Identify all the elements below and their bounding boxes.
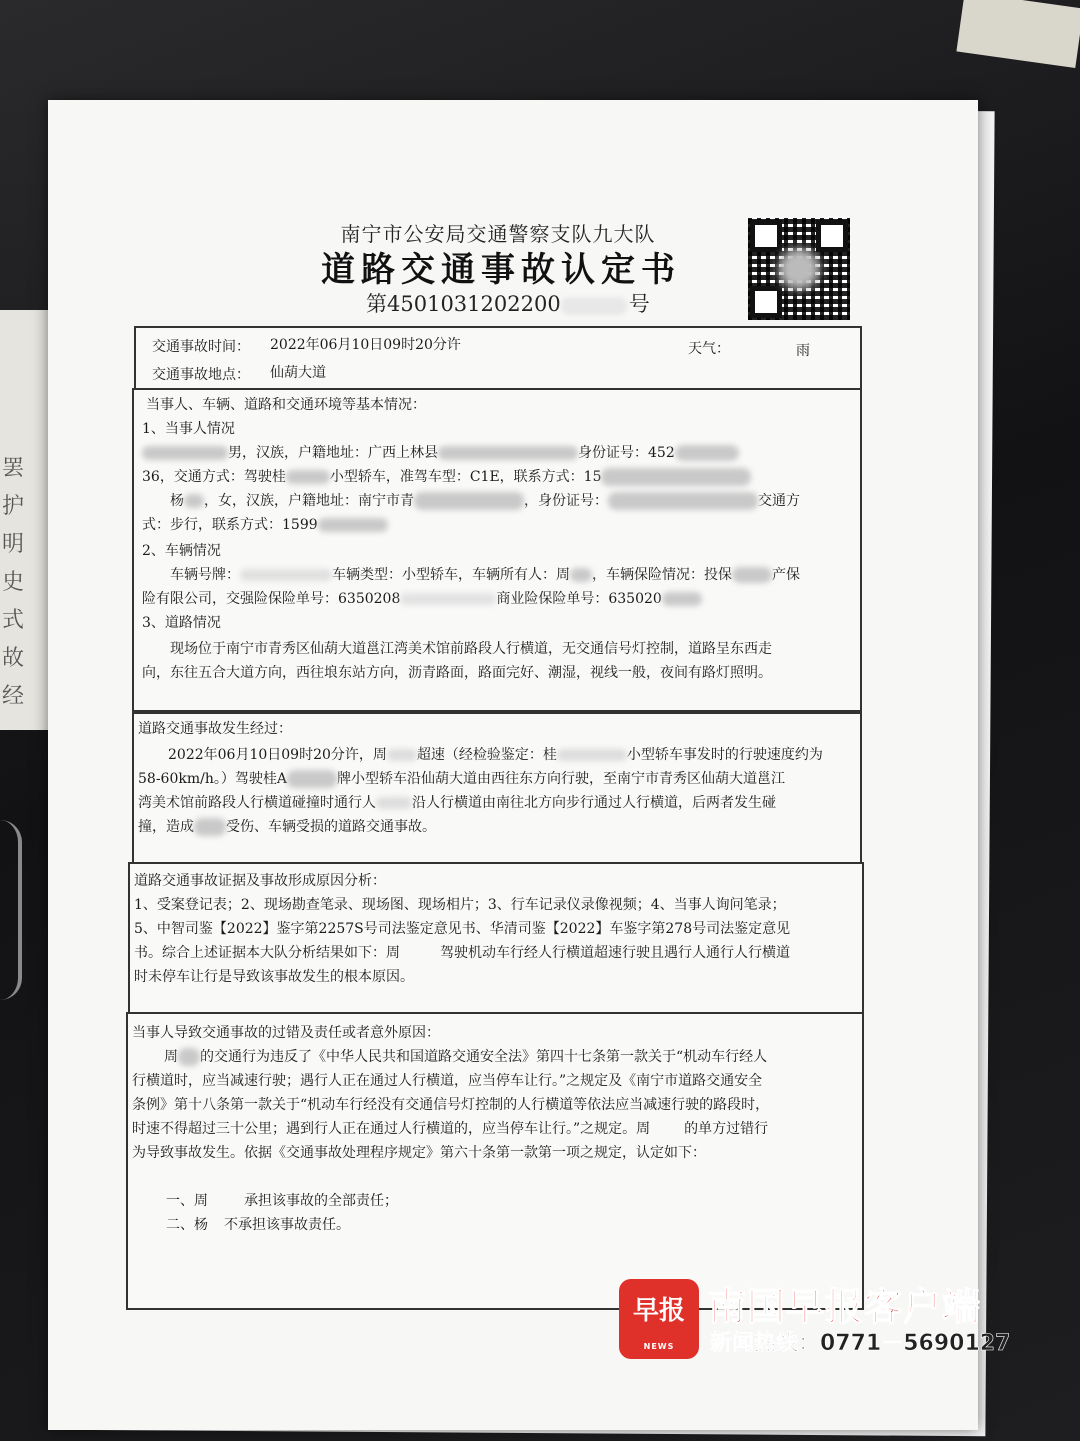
basic-situation-box (132, 388, 862, 712)
accident-report-document (48, 100, 978, 1430)
section-heading: 道路交通事故证据及事故形成原因分析： (134, 873, 386, 889)
process-line-2: 58-60km/h。）驾驶桂A 牌小型轿车沿仙葫大道由西往东方向行驶，至南宁市青秀区仙葫大道邕江 (138, 771, 785, 787)
liability-line-1: 周 的交通行为违反了《中华人民共和国道路交通安全法》第四十七条第一款关于“机动车行经人 (164, 1049, 768, 1065)
document-title: 道路交通事故认定书 (321, 250, 681, 290)
section-heading: 道路交通事故发生经过： (138, 721, 292, 737)
vehicle-line-1: 车辆号牌： 车辆类型：小型轿车，车辆所有人：周 ，车辆保险情况：投保 产保 (170, 567, 800, 583)
weather-value: 雨 (796, 343, 810, 359)
watermark-hotline: 新闻热线：0771－5690127 (710, 1331, 1011, 1356)
subsection-title: 1、当事人情况 (142, 421, 235, 437)
liability-line-4: 时速不得超过三十公里；遇到行人正在通过人行横道的，应当停车让行。”之规定。周 的单方过错行 (132, 1121, 769, 1137)
party-2-line-2: 式：步行，联系方式：1599 (142, 514, 388, 534)
evidence-line-2: 5、中智司鉴【2022】鉴字第2257S号司法鉴定意见书、华清司鉴【2022】车鉴字第278号司法鉴定意见 (134, 921, 791, 937)
process-line-3: 湾美术馆前路段人行横道碰撞时通行人 沿人行横道由南往北方向步行通过人行横道，后两者发生碰 (138, 795, 776, 811)
accident-process-box (132, 712, 862, 864)
vehicle-line-2: 险有限公司，交强险保险单号：6350208 商业险保险单号：635020 (142, 588, 702, 608)
party-1-line-2: 36，交通方式：驾驶桂 小型轿车，准驾车型：C1E，联系方式：15 (142, 466, 751, 486)
party-2-line-1: 杨 ，女，汉族，户籍地址：南宁市青 ，身份证号： 交通方 (170, 493, 800, 509)
liability-line-5: 为导致事故发生。依据《交通事故处理程序规定》第六十条第一款第一项之规定，认定如下： (132, 1145, 706, 1161)
liability-line-2: 行横道时，应当减速行驶；遇行人正在通过人行横道，应当停车让行。”之规定及《南宁市道路交通安全 (132, 1073, 763, 1089)
watermark-brand: 南国早报客户端 (708, 1285, 982, 1329)
determination-1: 一、周 承担该事故的全部责任； (166, 1193, 398, 1209)
evidence-line-3: 书。综合上述证据本大队分析结果如下：周 驾驶机动车行经人行横道超速行驶且遇行人通行人行横道 (134, 945, 790, 961)
weather-label: 天气： (688, 341, 730, 357)
process-line-1: 2022年06月10日09时20分许，周 超速（经检验鉴定：桂 小型轿车事发时的行驶速度约为 (168, 747, 823, 763)
evidence-line-4: 时未停车让行是导致该事故发生的根本原因。 (134, 969, 414, 985)
section-heading: 当事人导致交通事故的过错及责任或者意外原因： (132, 1025, 440, 1041)
evidence-analysis-box (128, 862, 864, 1014)
accident-place-value: 仙葫大道 (270, 365, 326, 381)
road-description-1: 现场位于南宁市青秀区仙葫大道邕江湾美术馆前路段人行横道，无交通信号灯控制，道路呈东西走 (170, 641, 772, 657)
redaction (561, 297, 627, 315)
qr-code-icon (748, 218, 850, 320)
party-1-line-1: 男，汉族，户籍地址：广西上林县 身份证号：452 (142, 442, 739, 462)
document-number: 第4501031202200 号 (366, 292, 650, 316)
accident-place-label: 交通事故地点： (152, 367, 250, 383)
section-heading: 当事人、车辆、道路和交通环境等基本情况： (146, 397, 426, 413)
newspaper-logo-icon: 早报 NEWS (619, 1279, 699, 1359)
determination-2: 二、杨 不承担该事故责任。 (166, 1217, 350, 1233)
accident-time-value: 2022年06月10日09时20分许 (270, 337, 461, 353)
basic-info-box (134, 326, 862, 392)
accident-time-label: 交通事故时间： (152, 339, 250, 355)
liability-box (126, 1012, 864, 1310)
subsection-title: 3、道路情况 (142, 615, 221, 631)
issuing-authority: 南宁市公安局交通警察支队九大队 (340, 222, 656, 246)
process-line-4: 撞，造成 受伤、车辆受损的道路交通事故。 (138, 819, 436, 835)
road-description-2: 向，东往五合大道方向，西往埌东站方向，沥青路面，路面完好、潮湿，视线一般，夜间有路灯照明。 (142, 665, 772, 681)
subsection-title: 2、车辆情况 (142, 543, 221, 559)
binder-clip (0, 820, 22, 1000)
background-handwriting: 罢 护 明 史 式 故 经 (2, 456, 25, 709)
liability-line-3: 条例》第十八条第一款关于“机动车行经没有交通信号灯控制的人行横道等依法应当减速行驶的路段时， (132, 1097, 770, 1113)
evidence-line-1: 1、受案登记表；2、现场勘查笔录、现场图、现场相片；3、行车记录仪录像视频；4、当事人询问笔录； (134, 897, 786, 913)
